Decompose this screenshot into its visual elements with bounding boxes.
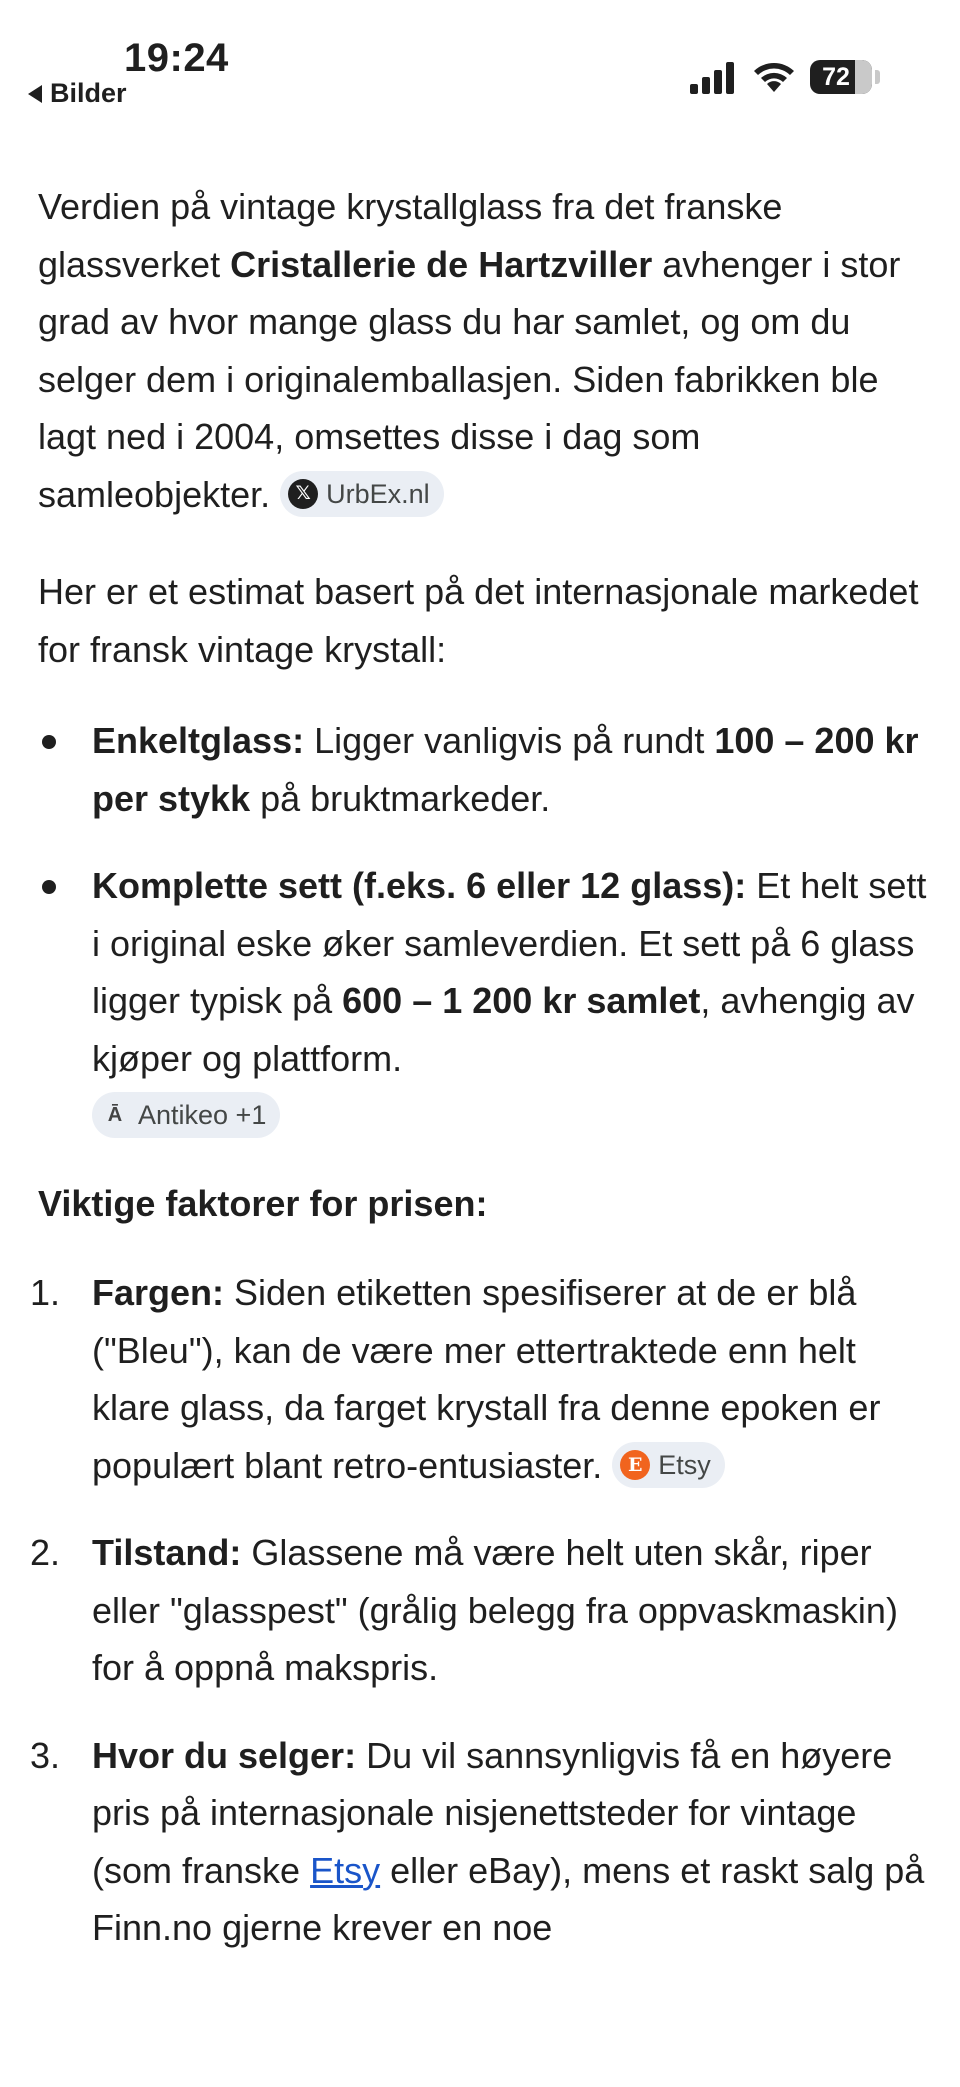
cellular-signal-icon (690, 62, 736, 94)
back-label: Bilder (50, 78, 127, 108)
x-logo-icon: 𝕏 (288, 479, 318, 509)
factor-label: Tilstand: (92, 1532, 242, 1573)
back-arrow-icon (28, 85, 42, 103)
list-item (30, 1727, 928, 1957)
source-chip-label: Antikeo +1 (138, 1100, 267, 1131)
bullet-text: Et helt sett i original eske øker samleverdien. Et sett på 6 glass ligger typisk på (92, 865, 927, 1021)
factor-text: Siden etiketten spesifiserer at de er blå ("Bleu"), kan de være mer ettertraktede enn helt klare glass, da farget krystall fra denne epoken er populært blant retro-entusiaster. (92, 1272, 881, 1486)
list-number: 3. (30, 1734, 61, 1776)
factor-text: eller eBay), mens et raskt salg på Finn.no gjerne krever en noe (92, 1849, 925, 1948)
factor-text: Du vil sannsynligvis få en høyere pris på internasjonale nisjenettsteder for vintage (som franske (92, 1734, 893, 1891)
factors-heading: Viktige faktorer for prisen: (38, 1182, 488, 1224)
bullet-bold: 600 – 1 200 kr samlet (342, 980, 701, 1021)
battery-percentage: 72 (822, 63, 850, 91)
factors-list (30, 1264, 928, 1957)
estimate-paragraph: Her er et estimat basert på det internasjonale markedet for fransk vintage krystall: (38, 571, 919, 670)
etsy-logo-icon: E (620, 1450, 650, 1480)
etsy-link[interactable]: Etsy (310, 1849, 381, 1891)
factor-label: Hvor du selger: (92, 1734, 357, 1776)
battery-cap (875, 70, 880, 84)
wifi-icon (752, 58, 796, 94)
source-chip-etsy[interactable] (612, 1442, 725, 1488)
intro-paragraph (38, 178, 928, 523)
antikeo-logo-icon: Ā (107, 1104, 123, 1127)
intro-bold: Cristallerie de Hartzviller (230, 243, 653, 285)
back-to-bilder-link[interactable] (28, 78, 127, 109)
status-bar (0, 0, 960, 120)
source-chip-label: UrbEx.nl (326, 478, 430, 509)
list-number: 2. (30, 1532, 61, 1573)
bullet-label: Komplette sett (f.eks. 6 eller 12 glass): (92, 865, 747, 906)
answer-content (30, 178, 928, 1987)
factor-text: Glassene må være helt uten skår, riper eller "glasspest" (grålig belegg fra oppvaskmaskin) for å oppnå makspris. (92, 1532, 898, 1688)
source-chip-antikeo[interactable] (92, 1092, 280, 1138)
source-chip-label: Etsy (658, 1449, 711, 1480)
price-bullet-list (38, 712, 928, 1145)
status-time: 19:24 (124, 36, 229, 80)
list-item (30, 1524, 928, 1697)
bullet-text: på bruktmarkeder. (250, 777, 551, 819)
list-item (38, 857, 928, 1145)
battery-icon (810, 60, 872, 94)
bullet-text: Ligger vanligvis på rundt (304, 720, 715, 761)
list-item (30, 1264, 928, 1494)
list-number: 1. (30, 1272, 61, 1313)
list-item (38, 712, 928, 827)
intro-text-1: Verdien på vintage krystallglass fra det franske glassverket (38, 186, 783, 285)
bullet-label: Enkeltglass: (92, 720, 305, 761)
factor-label: Fargen: (92, 1272, 225, 1313)
source-chip-urbex[interactable] (280, 471, 444, 517)
bullet-text: , avhengig av kjøper og plattform. (92, 980, 915, 1079)
bullet-bold: 100 – 200 kr per stykk (92, 720, 919, 819)
intro-text-2: avhenger i stor grad av hvor mange glass du har samlet, og om du selger dem i originalemballasjen. Siden fabrikken ble lagt ned i 2004, omsettes disse i dag som samleobjekter. (38, 243, 901, 515)
